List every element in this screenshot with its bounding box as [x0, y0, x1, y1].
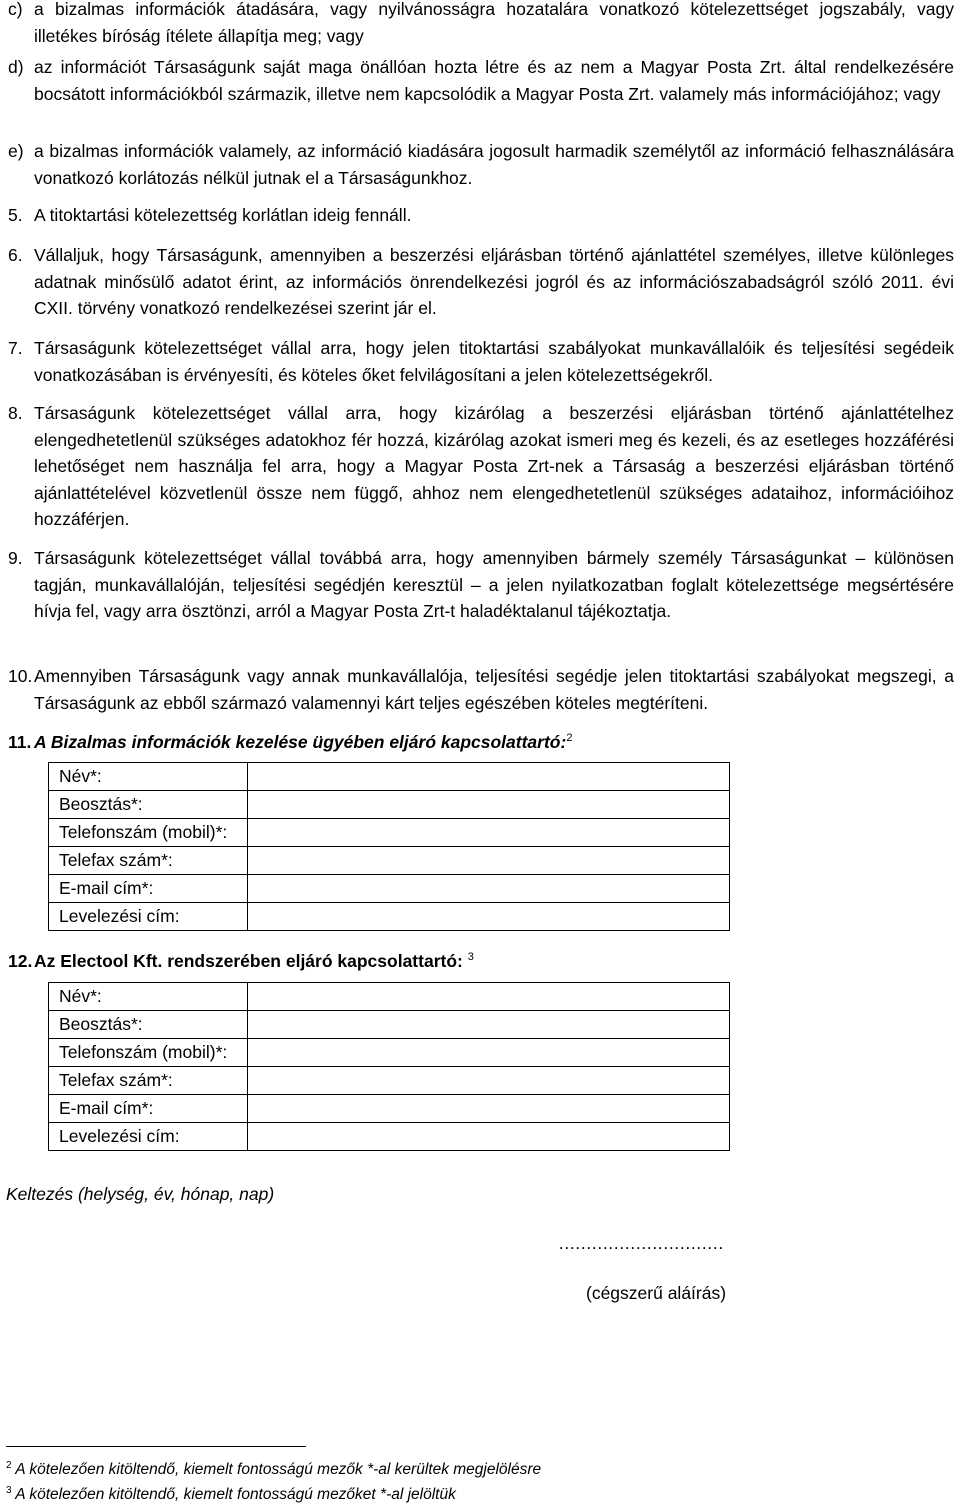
- postal-address-field[interactable]: [248, 1123, 730, 1151]
- table-row: [49, 763, 730, 791]
- fax-field[interactable]: [248, 847, 730, 875]
- section-title: A Bizalmas információk kezelése ügyében eljáró kapcsolattartó:: [34, 732, 567, 752]
- field-label: Telefax szám*:: [49, 1067, 248, 1095]
- paragraph-9: [8, 545, 954, 625]
- paragraph-text: A titoktartási kötelezettség korlátlan ideig fennáll.: [34, 205, 412, 225]
- item-text: az információt Társaságunk saját maga önállóan hozta létre és az nem a Magyar Posta Zrt. által rendelkezésére bocsátott információkból származik, illetve nem kapcsolódik a Magyar Posta Zrt. valamely más információjához; vagy: [34, 57, 954, 104]
- list-item-d: [8, 54, 954, 107]
- field-label: E-mail cím*:: [49, 875, 248, 903]
- footnote-text: A kötelezően kitöltendő, kiemelt fontosságú mezőket *-al jelöltük: [15, 1486, 456, 1503]
- paragraph-text: Társaságunk kötelezettséget vállal arra, hogy jelen titoktartási szabályokat munkavállalóik és teljesítési segédeik vonatkozásában is érvényesíti, és köteles őket felvilágosítani a jelen kötelezettségekről.: [34, 338, 954, 385]
- table-row: [49, 819, 730, 847]
- section-number: 12.: [8, 951, 33, 971]
- field-label: E-mail cím*:: [49, 1095, 248, 1123]
- paragraph-8: [8, 400, 954, 533]
- mobile-field[interactable]: [248, 819, 730, 847]
- email-field[interactable]: [248, 1095, 730, 1123]
- email-field[interactable]: [248, 875, 730, 903]
- list-item-e: [8, 138, 954, 191]
- paragraph-number: 8.: [8, 403, 23, 423]
- table-row: [49, 1011, 730, 1039]
- paragraph-number: 6.: [8, 245, 23, 265]
- section-12-heading: [8, 948, 954, 975]
- table-row: [49, 1039, 730, 1067]
- paragraph-number: 10.: [8, 666, 33, 686]
- table-row: [49, 847, 730, 875]
- paragraph-text: Társaságunk kötelezettséget vállal arra, hogy kizárólag a beszerzési eljárásban történő ajánlattételhez elengedhetetlenül szükséges adatokhoz fér hozzá, kizárólag azokat ismeri meg és kezeli, és az esetleges hozzáférési lehetőséget nem használja fel arra, hogy a Magyar Posta Zrt-nek a Társaság a beszerzési eljárásban történő ajánlattételével közvetlenül össze nem függő, ahhoz nem elengedhetetlenül szükséges adataihoz, információihoz hozzáférjen.: [34, 403, 954, 529]
- field-label: Telefax szám*:: [49, 847, 248, 875]
- paragraph-text: Amennyiben Társaságunk vagy annak munkavállalója, teljesítési segédje jelen titoktartási szabályokat megszegi, a Társaságunk az ebből származó valamennyi kárt teljes egészében köteles megtéríteni.: [34, 666, 954, 713]
- footnote-ref: 2: [566, 732, 573, 745]
- table-row: [49, 983, 730, 1011]
- footnote-ref: 3: [467, 951, 474, 964]
- mobile-field[interactable]: [248, 1039, 730, 1067]
- table-row: [49, 903, 730, 931]
- item-text: a bizalmas információk valamely, az információ kiadására jogosult harmadik személytől az információ felhasználására vonatkozó korlátozás nélkül jutnak el a Társaságunkhoz.: [34, 141, 954, 188]
- footnote-number: 2: [6, 1459, 12, 1471]
- paragraph-10: [8, 663, 954, 716]
- footnote-separator: [6, 1446, 306, 1447]
- position-field[interactable]: [248, 1011, 730, 1039]
- item-marker: e): [8, 141, 24, 161]
- paragraph-5: [8, 202, 954, 229]
- section-title-wrap: [34, 948, 474, 975]
- date-place-line: Keltezés (helység, év, hónap, nap): [6, 1184, 275, 1204]
- section-title: Az Electool Kft. rendszerében eljáró kapcsolattartó:: [34, 951, 463, 971]
- postal-address-field[interactable]: [248, 903, 730, 931]
- signature-label: (cégszerű aláírás): [586, 1283, 727, 1303]
- item-marker: c): [8, 0, 23, 19]
- contact-table-11: [48, 762, 730, 931]
- footnote-2: [6, 1461, 541, 1479]
- signature-line: …………………………: [558, 1233, 723, 1253]
- contact-table-12: [48, 982, 730, 1151]
- name-field[interactable]: [248, 763, 730, 791]
- field-label: Levelezési cím:: [49, 903, 248, 931]
- table-row: [49, 1067, 730, 1095]
- paragraph-6: [8, 242, 954, 322]
- paragraph-text: Vállaljuk, hogy Társaságunk, amennyiben a beszerzési eljárásban történő ajánlattétel személyes, illetve különleges adatnak minősülő adatot érint, az információs önrendelkezési jogról és az információszabadságról szóló 2011. évi CXII. törvény vonatkozó rendelkezései szerint jár el.: [34, 245, 954, 318]
- paragraph-text: Társaságunk kötelezettséget vállal továbbá arra, hogy amennyiben bármely személy Társaságunkat – különösen tagján, munkavállalóján, teljesítési segédjén keresztül – a jelen nyilatkozatban foglalt kötelezettsége megsértésére hívja fel, vagy arra ösztönzi, arról a Magyar Posta Zrt-t haladéktalanul tájékoztatja.: [34, 548, 954, 621]
- item-marker: d): [8, 57, 24, 77]
- field-label: Név*:: [49, 983, 248, 1011]
- list-item-c: [8, 0, 954, 49]
- paragraph-7: [8, 335, 954, 388]
- section-11-heading: [8, 729, 954, 756]
- position-field[interactable]: [248, 791, 730, 819]
- field-label: Beosztás*:: [49, 791, 248, 819]
- table-row: [49, 875, 730, 903]
- fax-field[interactable]: [248, 1067, 730, 1095]
- paragraph-number: 9.: [8, 548, 23, 568]
- section-title-wrap: [34, 729, 572, 756]
- section-number: 11.: [8, 732, 32, 752]
- field-label: Telefonszám (mobil)*:: [49, 1039, 248, 1067]
- table-row: [49, 1095, 730, 1123]
- field-label: Beosztás*:: [49, 1011, 248, 1039]
- field-label: Név*:: [49, 763, 248, 791]
- footnote-text: A kötelezően kitöltendő, kiemelt fontosságú mezők *-al kerültek megjelölésre: [15, 1461, 542, 1478]
- name-field[interactable]: [248, 983, 730, 1011]
- field-label: Levelezési cím:: [49, 1123, 248, 1151]
- table-row: [49, 791, 730, 819]
- footnote-number: 3: [6, 1484, 12, 1496]
- paragraph-number: 7.: [8, 338, 23, 358]
- field-label: Telefonszám (mobil)*:: [49, 819, 248, 847]
- paragraph-number: 5.: [8, 205, 23, 225]
- footnote-3: [6, 1486, 456, 1504]
- item-text: a bizalmas információk átadására, vagy nyilvánosságra hozatalára vonatkozó kötelezettséget jogszabály, vagy illetékes bíróság ítélete állapítja meg; vagy: [34, 0, 954, 46]
- table-row: [49, 1123, 730, 1151]
